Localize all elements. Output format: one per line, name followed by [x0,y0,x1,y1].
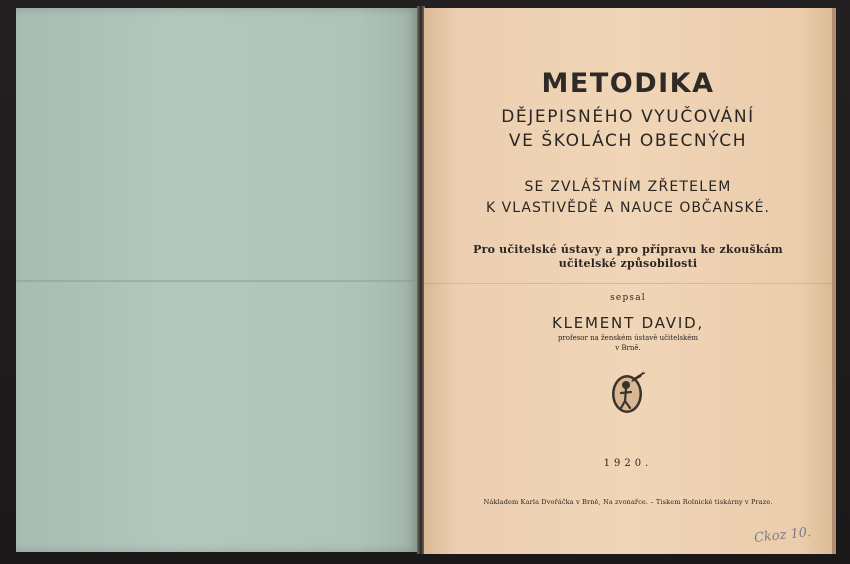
handwritten-note: Ckoz 10. [753,525,812,546]
book-title: METODIKA [541,68,715,99]
subtitle-line-4: K VLASTIVĚDĚ A NAUCE OBČANSKÉ. [486,200,770,216]
publication-year: 1920. [603,458,653,469]
subtitle-line-2: VE ŠKOLÁCH OBECNÝCH [508,131,748,151]
author-title-line-1: profesor na ženském ústavě učitelském [557,334,699,342]
left-endpaper [16,8,419,552]
subtitle-line-1: DĚJEPISNÉHO VYUČOVÁNÍ [501,107,755,127]
imprint-line: Nákladem Karla Dvořáčka v Brně, Na zvonařce. – Tiskem Rolnické tiskárny v Praze. [483,498,773,506]
publisher-emblem-icon [608,365,646,417]
subtitle-line-3: SE ZVLÁŠTNÍM ZŘETELEM [524,179,732,195]
author-title-line-2: v Brně. [615,344,641,352]
purpose-line-1: Pro učitelské ústavy a pro přípravu ke zkouškám [473,243,783,256]
author-name: KLEMENT DAVID, [551,314,705,332]
purpose-line-2: učitelské způsobilosti [558,257,698,270]
page-edge [832,8,836,554]
title-page [424,8,832,554]
written-by-label: sepsal [610,293,646,303]
